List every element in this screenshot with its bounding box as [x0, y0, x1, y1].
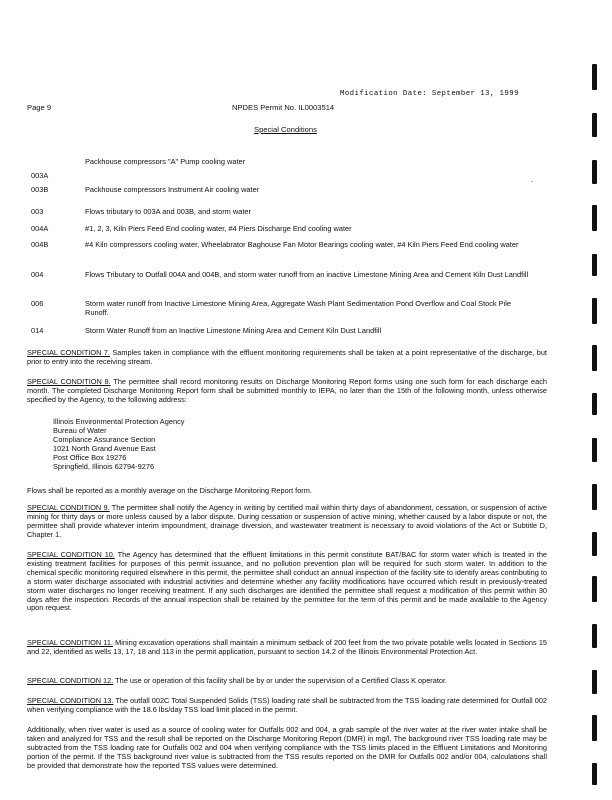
outfall-desc: Flows Tributary to Outfall 004A and 004B, and storm water runoff from an inactive Limestone Mining Area and Cement Kiln Dust Landfill — [85, 270, 529, 279]
condition-text: The permittee shall notify the Agency in writing by certified mail within thirty days of abandonment, cessation, or suspension of active mining for thirty days or more unless caused by a labor dispute. During cessation or suspension of active mining, whether caused by a labor dispute or not, the permittee shall provide whatever interim impoundment, drainage diversion, and wastewater treatment is necessary to avoid violations of the Act or Subtitle D, Chapter 1. — [27, 503, 547, 539]
scan-mark — [592, 345, 597, 371]
address-line: Illinois Environmental Protection Agency — [53, 417, 185, 426]
condition-text: Samples taken in compliance with the effluent monitoring requirements shall be taken at a point representative of the discharge, but prior to entry into the receiving stream. — [27, 348, 547, 366]
scan-mark — [592, 438, 597, 462]
scan-mark — [592, 205, 597, 231]
scan-margin-marks — [592, 0, 600, 800]
scan-mark — [592, 484, 597, 510]
permit-number: NPDES Permit No. IL0003514 — [232, 103, 335, 112]
condition-label: SPECIAL CONDITION 13. — [27, 696, 114, 705]
outfall-desc: Storm Water Runoff from an Inactive Limestone Mining Area and Cement Kiln Dust Landfill — [85, 326, 382, 335]
condition-text: The outfall 002C Total Suspended Solids (TSS) loading rate shall be subtracted from the TSS loading rate determined for Outfall 002 when verifying compliance with the 18.6 lbs/day TSS load limit placed in the permit. — [27, 696, 547, 714]
outfall-desc: Packhouse compressors Instrument Air cooling water — [85, 185, 260, 194]
scan-mark — [592, 254, 597, 276]
condition-text: The Agency has determined that the effluent limitations in this permit constitute BAT/BAC for storm water which is treated in the existing treatment facilities for purposes of this permit issuance, and no pollution prevention plan will be required for such storm water. In addition to the chemical specific monitoring required elsewhere in this permit, the permittee shall conduct an annual inspection of the facility site to identify areas contributing to a storm water discharge associated with industrial activities and determine whether any facility modifications have occurred which result in previously-treated storm water discharges no longer receiving treatment. If any such discharges are identified the permittee shall request a modification of this permit within 30 days after the inspection. Records of the annual inspection shall be retained by the permittee for the term of this permit and be made available to the Agency upon request. — [27, 550, 547, 613]
outfall-id: 004B — [31, 240, 49, 249]
outfall-id: 003 — [31, 207, 44, 216]
special-condition-9 — [27, 504, 547, 540]
stray-mark: . — [531, 175, 534, 184]
outfall-desc: Storm water runoff from Inactive Limestone Mining Area, Aggregate Wash Plant Sedimentation Pond Overflow and Coal Stock Pile Runoff. — [85, 299, 511, 318]
scan-mark — [592, 393, 597, 415]
scan-mark — [592, 532, 597, 556]
special-condition-11 — [27, 639, 547, 657]
condition-label: SPECIAL CONDITION 10. — [27, 550, 115, 559]
special-condition-12 — [27, 677, 547, 686]
section-title: Special Conditions — [254, 125, 317, 134]
condition-text: The permittee shall record monitoring results on Discharge Monitoring Report forms using one such form for each discharge each month. The completed Discharge Monitoring Report form shall be submitted monthly to IEPA, no later than the 15th of the following month, unless otherwise specified by the Agency, to the following address: — [27, 377, 547, 404]
scan-mark — [592, 113, 597, 137]
outfall-desc: Flows tributary to 003A and 003B, and storm water — [85, 207, 251, 216]
scan-mark — [592, 715, 597, 741]
address-line: Compliance Assurance Section — [53, 434, 156, 444]
condition-label: SPECIAL CONDITION 11. — [27, 638, 113, 647]
special-condition-10 — [27, 551, 547, 613]
scan-mark — [592, 576, 597, 602]
special-condition-13 — [27, 697, 547, 715]
outfall-id: 004 — [31, 270, 44, 279]
modification-date: Modification Date: September 13, 1999 — [340, 90, 519, 98]
mailing-address — [53, 418, 184, 471]
address-line: Bureau of Water — [53, 425, 107, 435]
scan-mark — [592, 160, 597, 184]
condition-label: SPECIAL CONDITION 9. — [27, 503, 110, 512]
address-line: Springfield, Illinois 62794-9276 — [53, 461, 155, 471]
outfall-desc: #1, 2, 3, Kiln Piers Feed End cooling water, #4 Piers Discharge End cooling water — [85, 224, 352, 233]
outfall-desc: #4 Kiln compressors cooling water, Wheelabrator Baghouse Fan Motor Bearings cooling water, #4 Kiln Piers Feed End cooling water — [85, 240, 519, 249]
condition-label: SPECIAL CONDITION 12. — [27, 676, 114, 685]
condition-text: The use or operation of this facility shall be by or under the supervision of a Certified Class K operator. — [113, 676, 448, 685]
page-number: Page 9 — [27, 103, 52, 112]
special-condition-8 — [27, 378, 547, 405]
scan-mark — [592, 64, 597, 90]
special-condition-7 — [27, 349, 547, 367]
outfall-id: 003A — [31, 171, 49, 180]
outfall-desc: Packhouse compressors "A" Pump cooling water — [85, 157, 246, 166]
scan-mark — [592, 624, 597, 648]
special-condition-13-paragraph-2: Additionally, when river water is used as a source of cooling water for Outfalls 002 and 004, a grab sample of the river water at the river water intake shall be taken and analyzed for TSS and the result shall be reported on the Discharge Monitoring Report (DMR) in mg/l. The background river TSS loading rate may be subtracted from the TSS loading rate for Outfalls 002 and 004 when verifying compliance with the TSS limits placed in the Effluent Limitations and Monitoring portion of the permit. If the TSS background river value is subtracted from the TSS results reported on the DMR for Outfalls 002 and/or 004, calculations shall be provided that demonstrate how the reported TSS values were determined. — [27, 725, 547, 770]
outfall-id: 004A — [31, 224, 49, 233]
outfall-id: 014 — [31, 326, 44, 335]
flows-note: Flows shall be reported as a monthly average on the Discharge Monitoring Report form. — [27, 486, 312, 495]
address-line: 1021 North Grand Avenue East — [53, 443, 156, 453]
outfall-id: 006 — [31, 299, 44, 308]
scan-mark — [592, 298, 597, 324]
address-line: Post Office Box 19276 — [53, 452, 127, 462]
outfall-id: 003B — [31, 185, 49, 194]
scan-mark — [592, 763, 597, 785]
condition-label: SPECIAL CONDITION 8. — [27, 377, 111, 386]
condition-text: Mining excavation operations shall maintain a minimum setback of 200 feet from the two private potable wells located in Sections 15 and 22, identified as wells 13, 17, 18 and 113 in the permit application, pursuant to section 14.2 of the Illinois Environmental Protection Act. — [27, 638, 547, 656]
scan-mark — [592, 670, 597, 694]
condition-label: SPECIAL CONDITION 7. — [27, 348, 110, 357]
